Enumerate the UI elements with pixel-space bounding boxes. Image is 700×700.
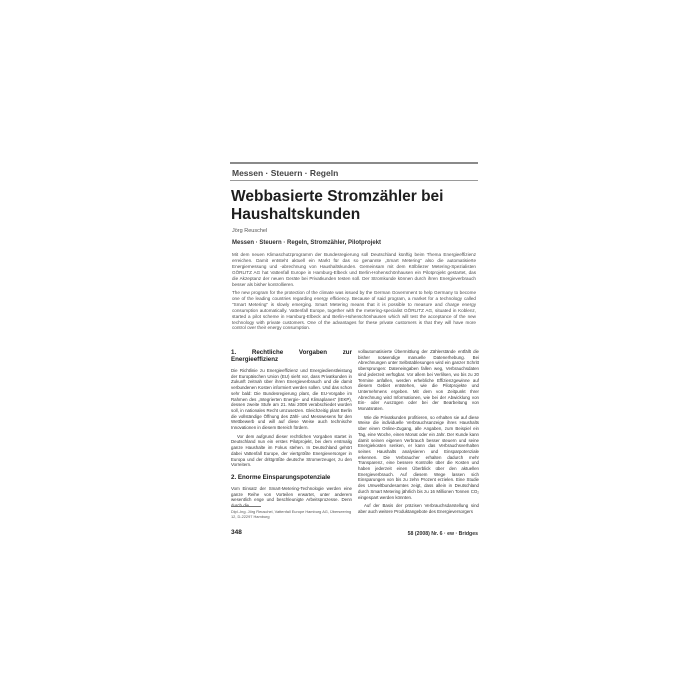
section-rule [230,180,478,181]
body-column-right [358,349,479,518]
abstract-english: The new program for the protection of the climate was issued by the German Government to help Germany to become one of the leading countries regarding energy efficiency. Because of said program, a market for a technology called "Smart Metering" is slowly emerging. Smart Metering means that it is possible to measure and charge energy consumption automatically. Vattenfall Europe, together with the metering-specialist GÖRLITZ AG, situated in Koblenz, started a pilot scheme in Hamburg-Elbeck and Berlin-Hohenschönhausen which will test the acceptance of the new technology with private customers. One of the advantages for these private customers is that they will have more control over their energy consumption. [232,290,476,331]
section-heading-2: 2. Enorme Einsparungspotenziale [231,473,331,481]
page-number: 348 [231,529,242,536]
body-paragraph: Auf der Basis der präzisen Verbrauchsdarstellung sind aber auch weitere Produktangebote des Energieversorgers [358,503,479,514]
body-paragraph: Vom Einsatz der Smart-Metering-Technologie werden eine ganze Reihe von Vorteilen erwartet, unter anderem wesentlich enge und beschleunigte Arbeitsprozesse. Denn durch die [231,485,352,509]
abstract-german: Mit dem neuen Klimaschutzprogramm der Bundesregierung soll Deutschland künftig beim Thema Energieeffizienz erreichen. Damit entsteht aktuell ein Markt für das so genannte „Smart Metering“ also die automatisierte Energiemessung und -abrechnung von Haushaltskunden. Gemeinsam mit dem Kölbliezer Metering-Spezialisten GÖRLITZ AG hat Vattenfall Europe in Hamburg-Elbeck und Berlin-Hohenschönhausen ein Pilotprojekt gestartet, das die Akzeptanz der neuen Geräte bei Privatkunden testen soll. Der Stromkunde können durch ihren Energieverbrauch besser als bisher kontrollieren. [232,252,476,287]
body-paragraph: Wie die Privatkunden profitieren, so erhalten sie auf diese Weise die individuelle Verbrauchsanzeige ihres Haushalts über einen Online-Zugang, alle Angaben, zum Beispiel ein Tag, eine Woche, einen Monat oder ein Jahr. Der Kunde kann damit seinen eigenen Verbrauch besser steuern und seine Energiekosten senken, er kann das Verbrauchsverhalten seines Haushalts analysieren und Einsparpotenziale erkennen. Die Verbraucher erhalten dadurch mehr Transparenz, eine bessere Kontrolle über die Kosten und haben jederzeit einen Überblick über den aktuellen Energieverbrauch. Auf diesem Wege lassen sich Einsparungen von bis zu zehn Prozent erzielen. Eine Studie des Umweltbundesamtes zeigt, dass allein in Deutschland durch Smart Metering jährlich bis zu 16 Millionen Tonnen CO₂ eingespart werden könnten. [358,414,479,500]
footnote-rule [231,506,261,507]
body-paragraph: Vor dem aufgrund dieser rechtlichen Vorgaben startet in Deutschland nun ein erstes Pilotprojekt, bei dem erstmalig ganze Haushalte im Fokus stehen. In Deutschland gehört dabei Vattenfall Europe, der viertgrößte Energieversorger in Europa und der drittgrößte deutsche Stromerzeuger, zu den Vorreitern. [231,433,352,468]
article-keywords: Messen · Steuern · Regeln, Stromzähler, Pilotprojekt [232,240,382,246]
author-footnote: Dipl.-Ing. Jörg Reuschel, Vattenfall Europe Hamburg AG, Überseering 12, D-22297 Hamburg [231,509,352,519]
section-heading-1: 1. Rechtliche Vorgaben zur Energieeffizienz [231,349,352,363]
body-paragraph: vollautomatisierte Übermittlung der Zählerstände entfällt die bisher notwendige manuelle Datenerhebung. Bei Abrechnungen unter Selbstablesungen wird ein ganzer Schritt übersprungen: Dateneingaben fallen weg, Verbrauchsdaten sind jederzeit verfügbar. Vor allem bei Verlilsen, wo bis zu 20 Termine anfallen, werden erhebliche Effizienzgewinne auf diesem Gebiet entstehen, wie die Pilotprojekte und Unternehmens ergeben. Mit dem von Zeitpunkt Ihrer Abrechnung wird Informationen, wie bei der Abwicklung von Ein- oder Auszügen oder bei der Bearbeitung von Monatsraten. [358,349,479,412]
body-column-left [231,349,352,512]
article-title: Webbasierte Stromzähler bei Haushaltskunden [231,188,444,223]
issue-info: 58 (2008) Nr. 6 · ew · Bridges [407,531,478,537]
body-paragraph: Die Richtlinie zu Energieeffizienz und Energiedienstleistung der Europäischen Union (EU) sieht vor, dass Privatkunden in Zukunft zeitnah über ihren Energieverbrauch und die damit verbundenen Kosten informiert werden sollen. Und das schon sehr bald: Die Bundesregierung plant, die EU-Vorgabe im Rahmen des „Integrierten Energie- und Klimaplanes“ (IEKP), dessen zweite Stufe am 21. Mai 2008 verabschiedet worden soll, in nationales Recht umzusetzen. Gleichzeitig plant Berlin die vollständige Öffnung des Zähl- und Messwesens für den Wettbewerb und will auf diese Weise auch technische Innovationen in diesem Bereich fördern. [231,368,352,431]
header-rule [230,162,478,164]
section-label: Messen · Steuern · Regeln [232,168,339,178]
article-author: Jörg Reuschel [232,228,268,234]
